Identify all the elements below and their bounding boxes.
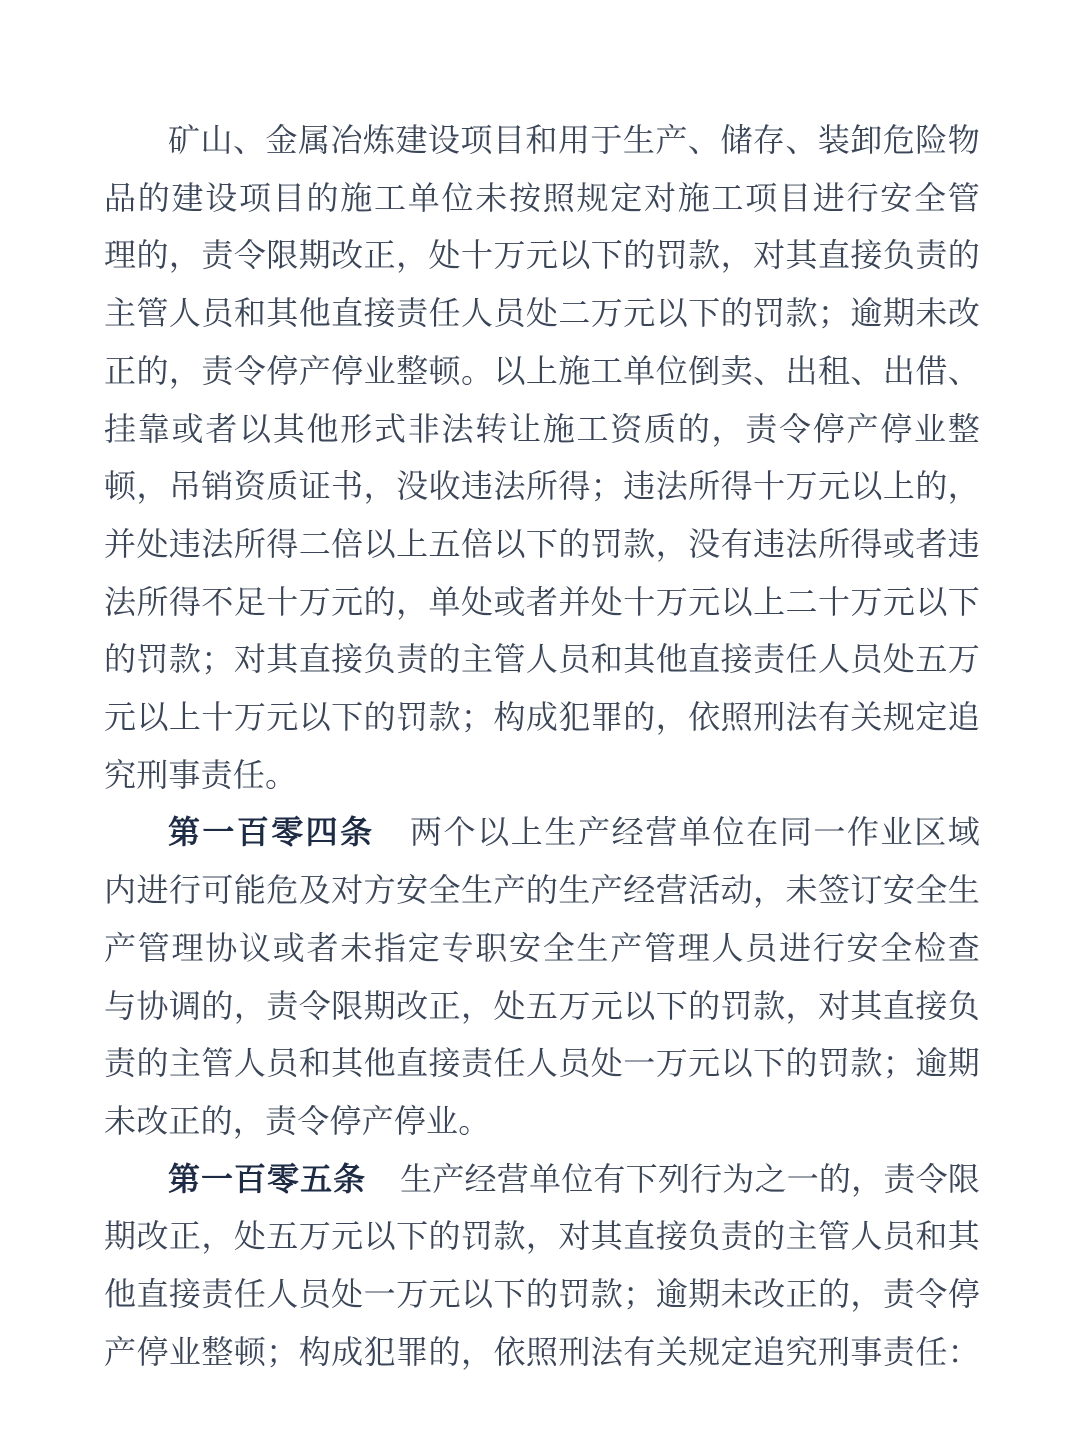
text-line: 产管理协议或者未指定专职安全生产管理人员进行安全检查 <box>104 929 980 966</box>
text-line: 品的建设项目的施工单位未按照规定对施工项目进行安全管 <box>104 179 980 216</box>
article-number-105: 第一百零五条 <box>168 1160 367 1197</box>
text-line: 挂靠或者以其他形式非法转让施工资质的，责令停产停业整 <box>104 410 980 447</box>
text-line: 责的主管人员和其他直接责任人员处一万元以下的罚款；逾期 <box>104 1045 980 1082</box>
text-line: 究刑事责任。 <box>104 756 298 793</box>
paragraph-article-104 <box>104 804 980 1150</box>
text-line: 矿山、金属冶炼建设项目和用于生产、储存、装卸危险物 <box>168 122 980 158</box>
paragraph-penalty-clause <box>104 112 980 804</box>
heading-gap <box>375 842 409 843</box>
text-line <box>104 804 980 862</box>
text-line: 元以上十万元以下的罚款；构成犯罪的，依照刑法有关规定追 <box>104 699 980 736</box>
text-line: 主管人员和其他直接责任人员处二万元以下的罚款；逾期未改 <box>104 295 980 332</box>
text-line: 与协调的，责令限期改正，处五万元以下的罚款，对其直接负 <box>104 987 980 1024</box>
text-line: 的罚款；对其直接负责的主管人员和其他直接责任人员处五万 <box>104 641 980 678</box>
text-line <box>104 1151 980 1209</box>
paragraph-article-105 <box>104 1151 980 1382</box>
text-line: 正的，责令停产停业整顿。以上施工单位倒卖、出租、出借、 <box>104 352 980 389</box>
text-line: 并处违法所得二倍以上五倍以下的罚款，没有违法所得或者违 <box>104 525 980 562</box>
article-number-104: 第一百零四条 <box>168 814 375 851</box>
text-line: 内进行可能危及对方安全生产的生产经营活动，未签订安全生 <box>104 872 980 909</box>
text-line-rest: 生产经营单位有下列行为之一的，责令限 <box>400 1160 980 1197</box>
text-line: 期改正，处五万元以下的罚款，对其直接负责的主管人员和其 <box>104 1218 980 1255</box>
text-line: 法所得不足十万元的，单处或者并处十万元以上二十万元以下 <box>104 583 980 620</box>
text-block <box>104 112 980 1381</box>
text-line: 理的，责令限期改正，处十万元以下的罚款，对其直接负责的 <box>104 237 980 274</box>
text-line: 产停业整顿；构成犯罪的，依照刑法有关规定追究刑事责任： <box>104 1333 980 1370</box>
text-line: 他直接责任人员处一万元以下的罚款；逾期未改正的，责令停 <box>104 1276 980 1313</box>
text-line-rest: 两个以上生产经营单位在同一作业区域 <box>408 814 980 851</box>
text-line: 未改正的，责令停产停业。 <box>104 1102 491 1139</box>
heading-gap <box>366 1189 400 1190</box>
text-line: 顿，吊销资质证书，没收违法所得；违法所得十万元以上的， <box>104 468 980 505</box>
